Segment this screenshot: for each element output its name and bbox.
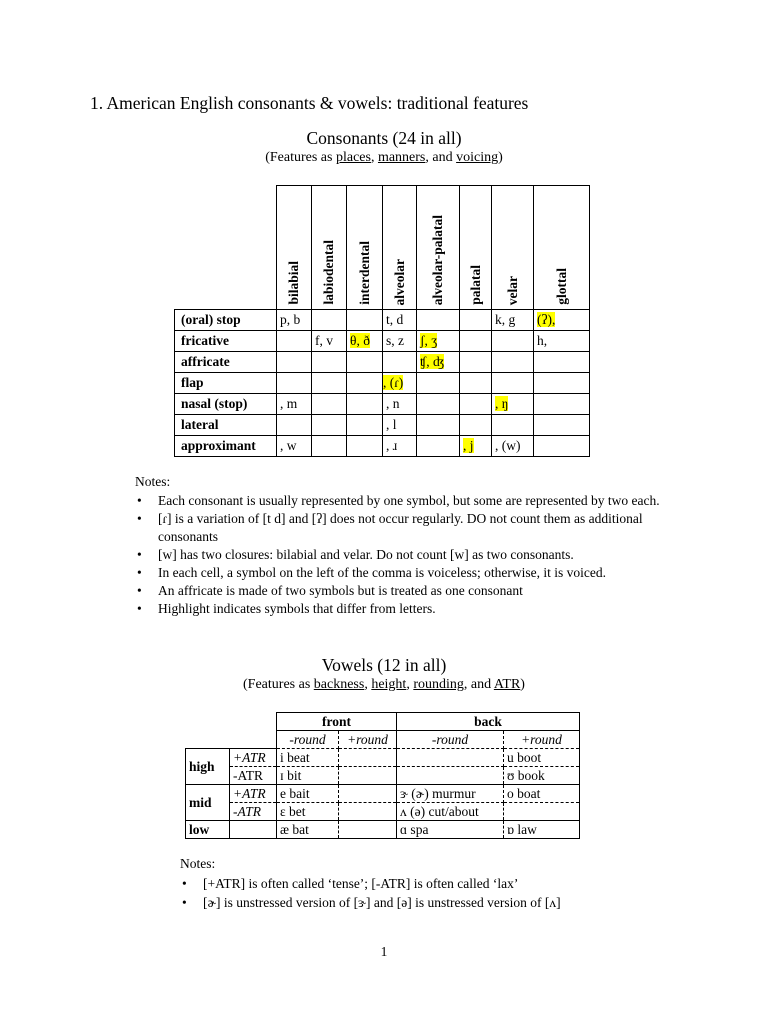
table-cell: , (w)	[492, 436, 534, 457]
row-label: (oral) stop	[175, 310, 277, 331]
minus-round-header: -round	[397, 731, 504, 749]
table-cell: θ, ð	[347, 331, 383, 352]
list-item: • In each cell, a symbol on the left of the comma is voiceless; otherwise, it is voiced.	[137, 565, 606, 580]
height-label: mid	[186, 785, 230, 821]
table-cell: t, d	[383, 310, 417, 331]
table-cell: h,	[534, 331, 590, 352]
table-cell: ʃ, ʒ	[417, 331, 460, 352]
notes-list	[180, 874, 700, 912]
table-cell: ʌ (ə) cut/about	[397, 803, 504, 821]
table-cell: ɝ (ɚ) murmur	[397, 785, 504, 803]
table-cell: , ŋ	[492, 394, 534, 415]
table-cell: , j	[460, 436, 492, 457]
table-cell: , ɹ	[383, 436, 417, 457]
list-item: • [+ATR] is often called ‘tense’; [-ATR] is often called ‘lax’	[182, 876, 519, 891]
row-label: approximant	[175, 436, 277, 457]
plus-round-header: +round	[339, 731, 397, 749]
table-cell: e bait	[277, 785, 339, 803]
table-cell: o boat	[504, 785, 580, 803]
row-label: flap	[175, 373, 277, 394]
table-cell: ɛ bet	[277, 803, 339, 821]
back-header: back	[397, 713, 580, 731]
table-cell: p, b	[277, 310, 312, 331]
table-row	[175, 436, 590, 457]
table-cell: f, v	[312, 331, 347, 352]
vowels-table	[185, 712, 580, 839]
atr-label: +ATR	[230, 785, 277, 803]
column-header: interdental	[347, 186, 383, 310]
table-cell: ɒ law	[504, 821, 580, 839]
atr-label: -ATR	[230, 803, 277, 821]
table-cell: k, g	[492, 310, 534, 331]
list-item: • An affricate is made of two symbols but is treated as one consonant	[137, 583, 523, 598]
table-row	[175, 331, 590, 352]
row-label: affricate	[175, 352, 277, 373]
column-header: velar	[492, 186, 534, 310]
consonants-table	[174, 185, 590, 457]
vowels-subtitle: (Features as backness, height, rounding, and ATR)	[243, 677, 525, 692]
consonants-subtitle: (Features as places, manners, and voicing)	[265, 150, 503, 165]
minus-round-header: -round	[277, 731, 339, 749]
notes-label: Notes:	[180, 856, 216, 871]
column-header: alveolar	[383, 186, 417, 310]
height-label: low	[186, 821, 230, 839]
front-header: front	[277, 713, 397, 731]
table-cell: (ʔ),	[534, 310, 590, 331]
atr-label: -ATR	[230, 767, 277, 785]
column-header: labiodental	[312, 186, 347, 310]
table-cell: i beat	[277, 749, 339, 767]
table-row	[175, 310, 590, 331]
list-item: • [ɚ] is unstressed version of [ɝ] and [ə] is unstressed version of [ʌ]	[182, 895, 561, 910]
table-cell: , (ɾ)	[383, 373, 417, 394]
vowels-title: Vowels (12 in all)	[321, 655, 447, 675]
row-label: fricative	[175, 331, 277, 352]
column-header: alveolar-palatal	[417, 186, 460, 310]
column-header: glottal	[534, 186, 590, 310]
list-item: • [w] has two closures: bilabial and velar. Do not count [w] as two consonants.	[137, 547, 574, 562]
page-heading: 1. American English consonants & vowels: traditional features	[90, 93, 529, 113]
list-item: • Each consonant is usually represented by one symbol, but some are represented by two each.	[137, 493, 660, 508]
consonants-title: Consonants (24 in all)	[306, 128, 462, 148]
table-cell: ɑ spa	[397, 821, 504, 839]
height-label: high	[186, 749, 230, 785]
notes-list	[135, 492, 675, 618]
table-row	[175, 373, 590, 394]
table-cell: s, z	[383, 331, 417, 352]
table-row	[175, 415, 590, 436]
row-label: nasal (stop)	[175, 394, 277, 415]
atr-label: +ATR	[230, 749, 277, 767]
table-cell: , l	[383, 415, 417, 436]
row-label: lateral	[175, 415, 277, 436]
list-item: • [ɾ] is a variation of [t d] and [ʔ] does not occur regularly. DO not count them as additional consonants	[137, 511, 643, 544]
table-cell: , m	[277, 394, 312, 415]
notes-label: Notes:	[135, 474, 171, 489]
table-cell: æ bat	[277, 821, 339, 839]
column-header: bilabial	[277, 186, 312, 310]
table-cell: ʊ book	[504, 767, 580, 785]
plus-round-header: +round	[504, 731, 580, 749]
page-number: 1	[380, 944, 388, 959]
table-cell: u boot	[504, 749, 580, 767]
table-cell: , w	[277, 436, 312, 457]
table-row	[175, 352, 590, 373]
list-item: • Highlight indicates symbols that differ from letters.	[137, 601, 436, 616]
table-row	[175, 394, 590, 415]
column-header: palatal	[460, 186, 492, 310]
table-cell: ʧ, ʤ	[417, 352, 460, 373]
table-cell: , n	[383, 394, 417, 415]
table-cell: ɪ bit	[277, 767, 339, 785]
